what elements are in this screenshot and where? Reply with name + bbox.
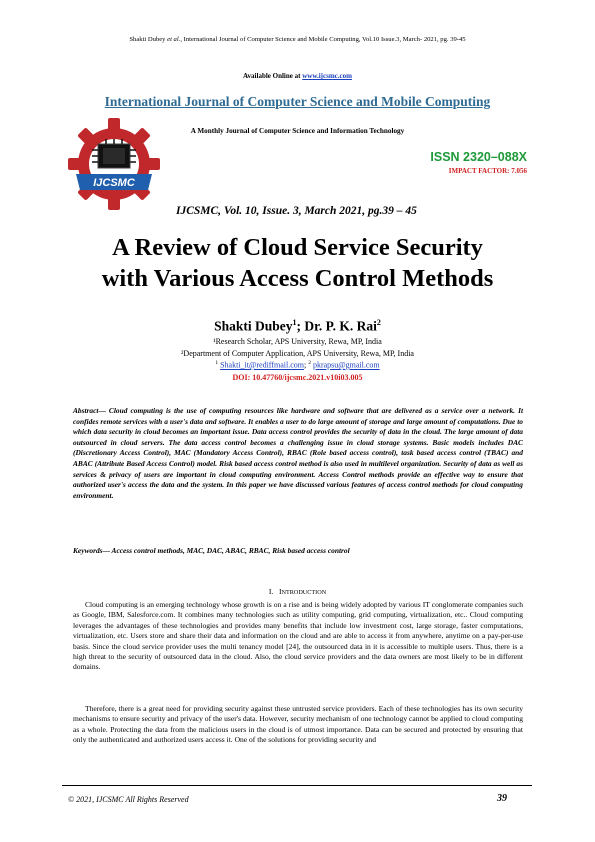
- author-1-sup: 1: [292, 318, 297, 327]
- author-2: Dr. P. K. Rai: [304, 318, 377, 334]
- section-heading: [0, 587, 595, 596]
- issn: ISSN 2320–088X: [430, 150, 527, 164]
- journal-logo: [64, 114, 164, 214]
- running-head: [0, 36, 595, 43]
- availability-label: Available Online at: [243, 72, 303, 80]
- journal-website-link[interactable]: www.ijcsmc.com: [302, 72, 352, 80]
- keywords: Keywords— Access control methods, MAC, DAC, ABAC, RBAC, Risk based access control: [73, 546, 350, 555]
- email-2-link[interactable]: pkrapsu@gmail.com: [312, 360, 380, 370]
- doi: DOI: 10.47760/ijcsmc.2021.v10i03.005: [232, 373, 363, 382]
- paper-title-line-1: A Review of Cloud Service Security: [112, 234, 483, 261]
- page-number: 39: [497, 793, 507, 804]
- author-list: [0, 318, 595, 335]
- author-emails: [0, 360, 595, 370]
- availability-line: [0, 72, 595, 80]
- affiliation-1: ¹Research Scholar, APS University, Rewa, MP, India: [213, 337, 382, 346]
- abstract: Abstract— Cloud computing is the use of computing resources like hardware and software that are delivered as a service over a network. It confides remote services with a user's data and software. It enables a user to do large amount of storage and large amount of computations. Due to which data security in cloud becomes an important issue. Data access control provides the security of data in the cloud. The large amount of data outsourced in cloud servers. The data access control becomes a challenging issue in cloud storage systems. Basic models includes DAC (Discretionary Access Control), MAC (Mandatory Access Control), RBAC (Role based access control), task based access control (TBAC) and ABAC (Attribute Based Access Control) model. Risk based access control method is also used in multilevel organization. Security of data as well as services & privacy of users are important in cloud computing environment. Access Control methods provide an effective way to ensure that authorized user's access the data and the system. In this paper we have discussed various features of access control methods for cloud computing environment.: [73, 406, 523, 500]
- email-2-sup: 2: [308, 360, 311, 366]
- author-separator: ;: [296, 318, 305, 334]
- footer-divider: [62, 785, 532, 786]
- email-separator: ;: [303, 360, 309, 370]
- body-paragraph-1: [73, 600, 523, 673]
- volume-info: IJCSMC, Vol. 10, Issue. 3, March 2021, pg.39 – 45: [176, 205, 417, 217]
- running-head-author: Shakti Dubey: [129, 36, 166, 43]
- affiliation-2: ²Department of Computer Application, APS University, Rewa, MP, India: [181, 349, 414, 358]
- footer-copyright: © 2021, IJCSMC All Rights Reserved: [68, 795, 189, 804]
- section-title-initial: I: [278, 587, 282, 596]
- author-1: Shakti Dubey: [214, 318, 293, 334]
- impact-factor: IMPACT FACTOR: 7.056: [448, 167, 527, 175]
- body-paragraph-2-text: Therefore, there is a great need for providing security against these untrusted service providers. Each of these technologies has its own security mechanisms to ensure security and privacy of the user's data. However, security mechanism of one technology cannot be applied to cloud computing as a whole. Protecting the data from the malicious users in the cloud is of utmost importance. Data can be secured and protected by ensuring that only the authenticated and authorized users access it. One of the solutions for providing security and: [73, 704, 523, 745]
- paper-title-line-2: with Various Access Control Methods: [101, 265, 494, 292]
- body-paragraph-2: [73, 704, 523, 746]
- running-head-citation: , International Journal of Computer Science and Mobile Computing, Vol.10 Issue.3, March- 2021, pg. 39-45: [180, 36, 466, 43]
- journal-name: International Journal of Computer Science and Mobile Computing: [104, 94, 491, 109]
- section-number: I.: [268, 587, 274, 596]
- logo-text: IJCSMC: [93, 177, 135, 189]
- author-2-sup: 2: [376, 318, 381, 327]
- journal-tagline: A Monthly Journal of Computer Science and Information Technology: [190, 127, 405, 135]
- email-1-link[interactable]: Shakti_it@rediffmail.com: [220, 360, 304, 370]
- body-paragraph-1-text: Cloud computing is an emerging technology whose growth is on a rise and is being widely adopted by various IT conglomerate companies such as Google, IBM, Salesforce.com. It combines many technologies such as utility computing, grid computing, virtualization, etc.. Cloud computing leverages the advantages of these technologies and provides many benefits that include low investment cost, large storage, faster computations, virtualization, etc. Users store and share their data and information on the cloud and are able to access it from anywhere, anytime on a pay-per-use basis. Since the cloud service provider uses the multi tenancy model [24], the outsourced data in it is accessible to multiple users. Thus, there is a high threat to the security of outsourced data in the cloud. Also, the cloud service providers and the data owners are most likely to be in different domains.: [73, 600, 523, 672]
- paper-title: [40, 232, 555, 294]
- running-head-etal: et al.: [167, 36, 181, 43]
- email-1-sup: 1: [215, 360, 219, 366]
- section-title-rest: NTRODUCTION: [281, 589, 327, 596]
